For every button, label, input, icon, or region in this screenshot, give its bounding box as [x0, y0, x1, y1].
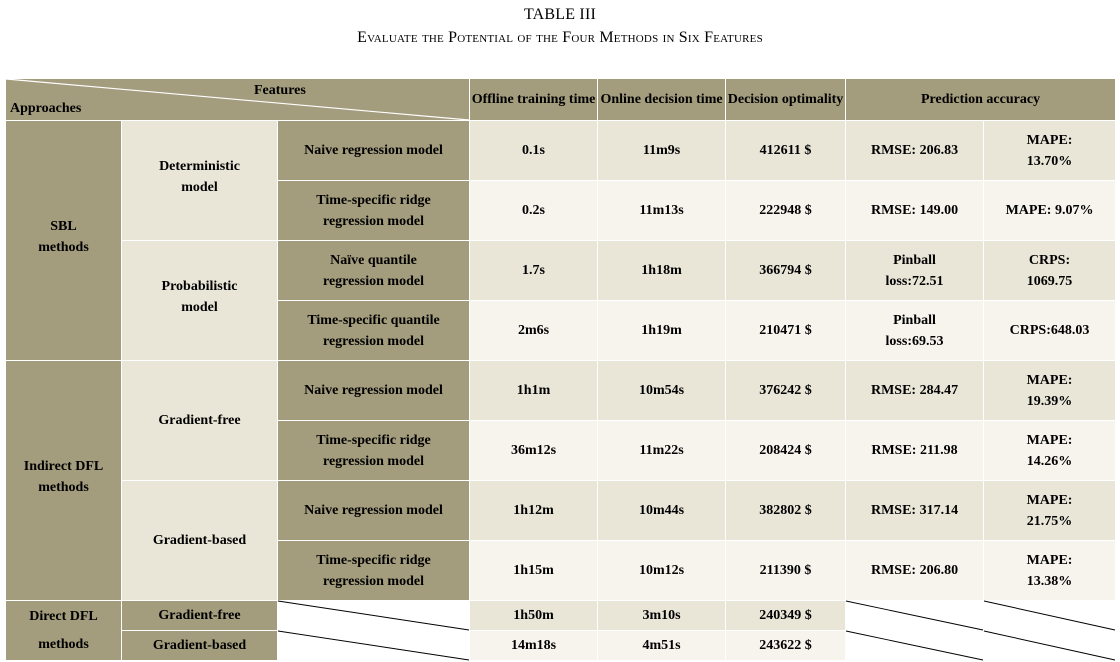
header-features: Features: [254, 83, 306, 98]
online-cell: 1h18m: [598, 241, 726, 301]
model-cell: Time-specific quantile regression model: [278, 301, 470, 361]
diagonal-slash: [278, 631, 469, 660]
model-cell: Time-specific ridge regression model: [278, 421, 470, 481]
decision-cell: 376242 $: [726, 361, 846, 421]
group-direct: [6, 601, 122, 661]
online-cell: 11m9s: [598, 121, 726, 181]
offline-cell: 1h50m: [470, 601, 598, 631]
table-row: [6, 361, 1116, 421]
accuracy-cell: MAPE: 13.38%: [984, 541, 1116, 601]
subgroup-deterministic-label: Deterministic model: [159, 158, 240, 195]
offline-cell: 36m12s: [470, 421, 598, 481]
decision-cell: 211390 $: [726, 541, 846, 601]
group-sbl: [6, 121, 122, 361]
diagonal-slash: [278, 601, 469, 630]
decision-cell: 243622 $: [726, 631, 846, 661]
empty-model-cell: [278, 631, 470, 661]
subgroup-direct-gradient-based: Gradient-based: [122, 631, 278, 661]
header-offline: Offline training time: [470, 79, 598, 121]
empty-accuracy-cell: [984, 631, 1116, 661]
diagonal-slash: [846, 631, 983, 660]
accuracy-cell: RMSE: 206.80: [846, 541, 984, 601]
results-table: [5, 78, 1116, 661]
model-cell: Time-specific ridge regression model: [278, 541, 470, 601]
online-cell: 10m54s: [598, 361, 726, 421]
online-cell: 11m22s: [598, 421, 726, 481]
online-cell: 3m10s: [598, 601, 726, 631]
decision-cell: 412611 $: [726, 121, 846, 181]
accuracy-cell: MAPE: 14.26%: [984, 421, 1116, 481]
offline-cell: 0.2s: [470, 181, 598, 241]
offline-cell: 2m6s: [470, 301, 598, 361]
decision-cell: 208424 $: [726, 421, 846, 481]
accuracy-cell: RMSE: 284.47: [846, 361, 984, 421]
subgroup-direct-gradient-free: Gradient-free: [122, 601, 278, 631]
decision-cell: 366794 $: [726, 241, 846, 301]
accuracy-cell: MAPE: 21.75%: [984, 481, 1116, 541]
accuracy-cell: Pinball loss:69.53: [846, 301, 984, 361]
model-cell: Naïve quantile regression model: [278, 241, 470, 301]
offline-cell: 1h12m: [470, 481, 598, 541]
online-cell: 10m44s: [598, 481, 726, 541]
online-cell: 11m13s: [598, 181, 726, 241]
table-title: Evaluate the Potential of the Four Methods in Six Features: [357, 29, 763, 46]
subgroup-gradient-free: Gradient-free: [122, 361, 278, 481]
empty-accuracy-cell: [846, 601, 984, 631]
accuracy-cell: RMSE: 211.98: [846, 421, 984, 481]
accuracy-cell: RMSE: 206.83: [846, 121, 984, 181]
subgroup-gradient-based: Gradient-based: [122, 481, 278, 601]
offline-cell: 1h15m: [470, 541, 598, 601]
accuracy-cell: MAPE: 13.70%: [984, 121, 1116, 181]
header-online: Online decision time: [598, 79, 726, 121]
empty-model-cell: [278, 601, 470, 631]
diagonal-slash: [984, 631, 1115, 660]
offline-cell: 1h1m: [470, 361, 598, 421]
decision-cell: 210471 $: [726, 301, 846, 361]
online-cell: 10m12s: [598, 541, 726, 601]
accuracy-cell: MAPE: 9.07%: [984, 181, 1116, 241]
subgroup-probabilistic-label: Probabilistic model: [161, 278, 238, 315]
online-cell: 1h19m: [598, 301, 726, 361]
header-accuracy: Prediction accuracy: [846, 79, 1116, 121]
accuracy-cell: RMSE: 317.14: [846, 481, 984, 541]
table-row: [6, 481, 1116, 541]
offline-cell: 14m18s: [470, 631, 598, 661]
offline-cell: 1.7s: [470, 241, 598, 301]
model-cell: Naive regression model: [278, 121, 470, 181]
accuracy-cell: RMSE: 149.00: [846, 181, 984, 241]
subgroup-probabilistic: [122, 241, 278, 361]
decision-cell: 222948 $: [726, 181, 846, 241]
decision-cell: 240349 $: [726, 601, 846, 631]
empty-accuracy-cell: [984, 601, 1116, 631]
subgroup-deterministic: [122, 121, 278, 241]
diagonal-slash: [984, 601, 1115, 630]
header-diagonal-cell: [6, 79, 470, 121]
group-indirect-label: Indirect DFL methods: [23, 458, 104, 495]
model-cell: Naive regression model: [278, 361, 470, 421]
table-row: [6, 121, 1116, 181]
accuracy-cell: CRPS: 1069.75: [984, 241, 1116, 301]
group-sbl-label: SBL methods: [38, 218, 89, 255]
table-row: [6, 241, 1116, 301]
header-decision: Decision optimality: [726, 79, 846, 121]
offline-cell: 0.1s: [470, 121, 598, 181]
online-cell: 4m51s: [598, 631, 726, 661]
accuracy-cell: CRPS:648.03: [984, 301, 1116, 361]
group-direct-label: Direct DFL methods: [29, 608, 98, 652]
group-indirect: [6, 361, 122, 601]
accuracy-cell: MAPE: 19.39%: [984, 361, 1116, 421]
diagonal-slash: [846, 601, 983, 630]
header-approaches: Approaches: [10, 101, 82, 116]
header-row: [6, 79, 1116, 121]
empty-accuracy-cell: [846, 631, 984, 661]
table-row: [6, 631, 1116, 661]
table-row: [6, 601, 1116, 631]
accuracy-cell: Pinball loss:72.51: [846, 241, 984, 301]
decision-cell: 382802 $: [726, 481, 846, 541]
table-number: TABLE III: [523, 6, 597, 23]
model-cell: Time-specific ridge regression model: [278, 181, 470, 241]
model-cell: Naive regression model: [278, 481, 470, 541]
